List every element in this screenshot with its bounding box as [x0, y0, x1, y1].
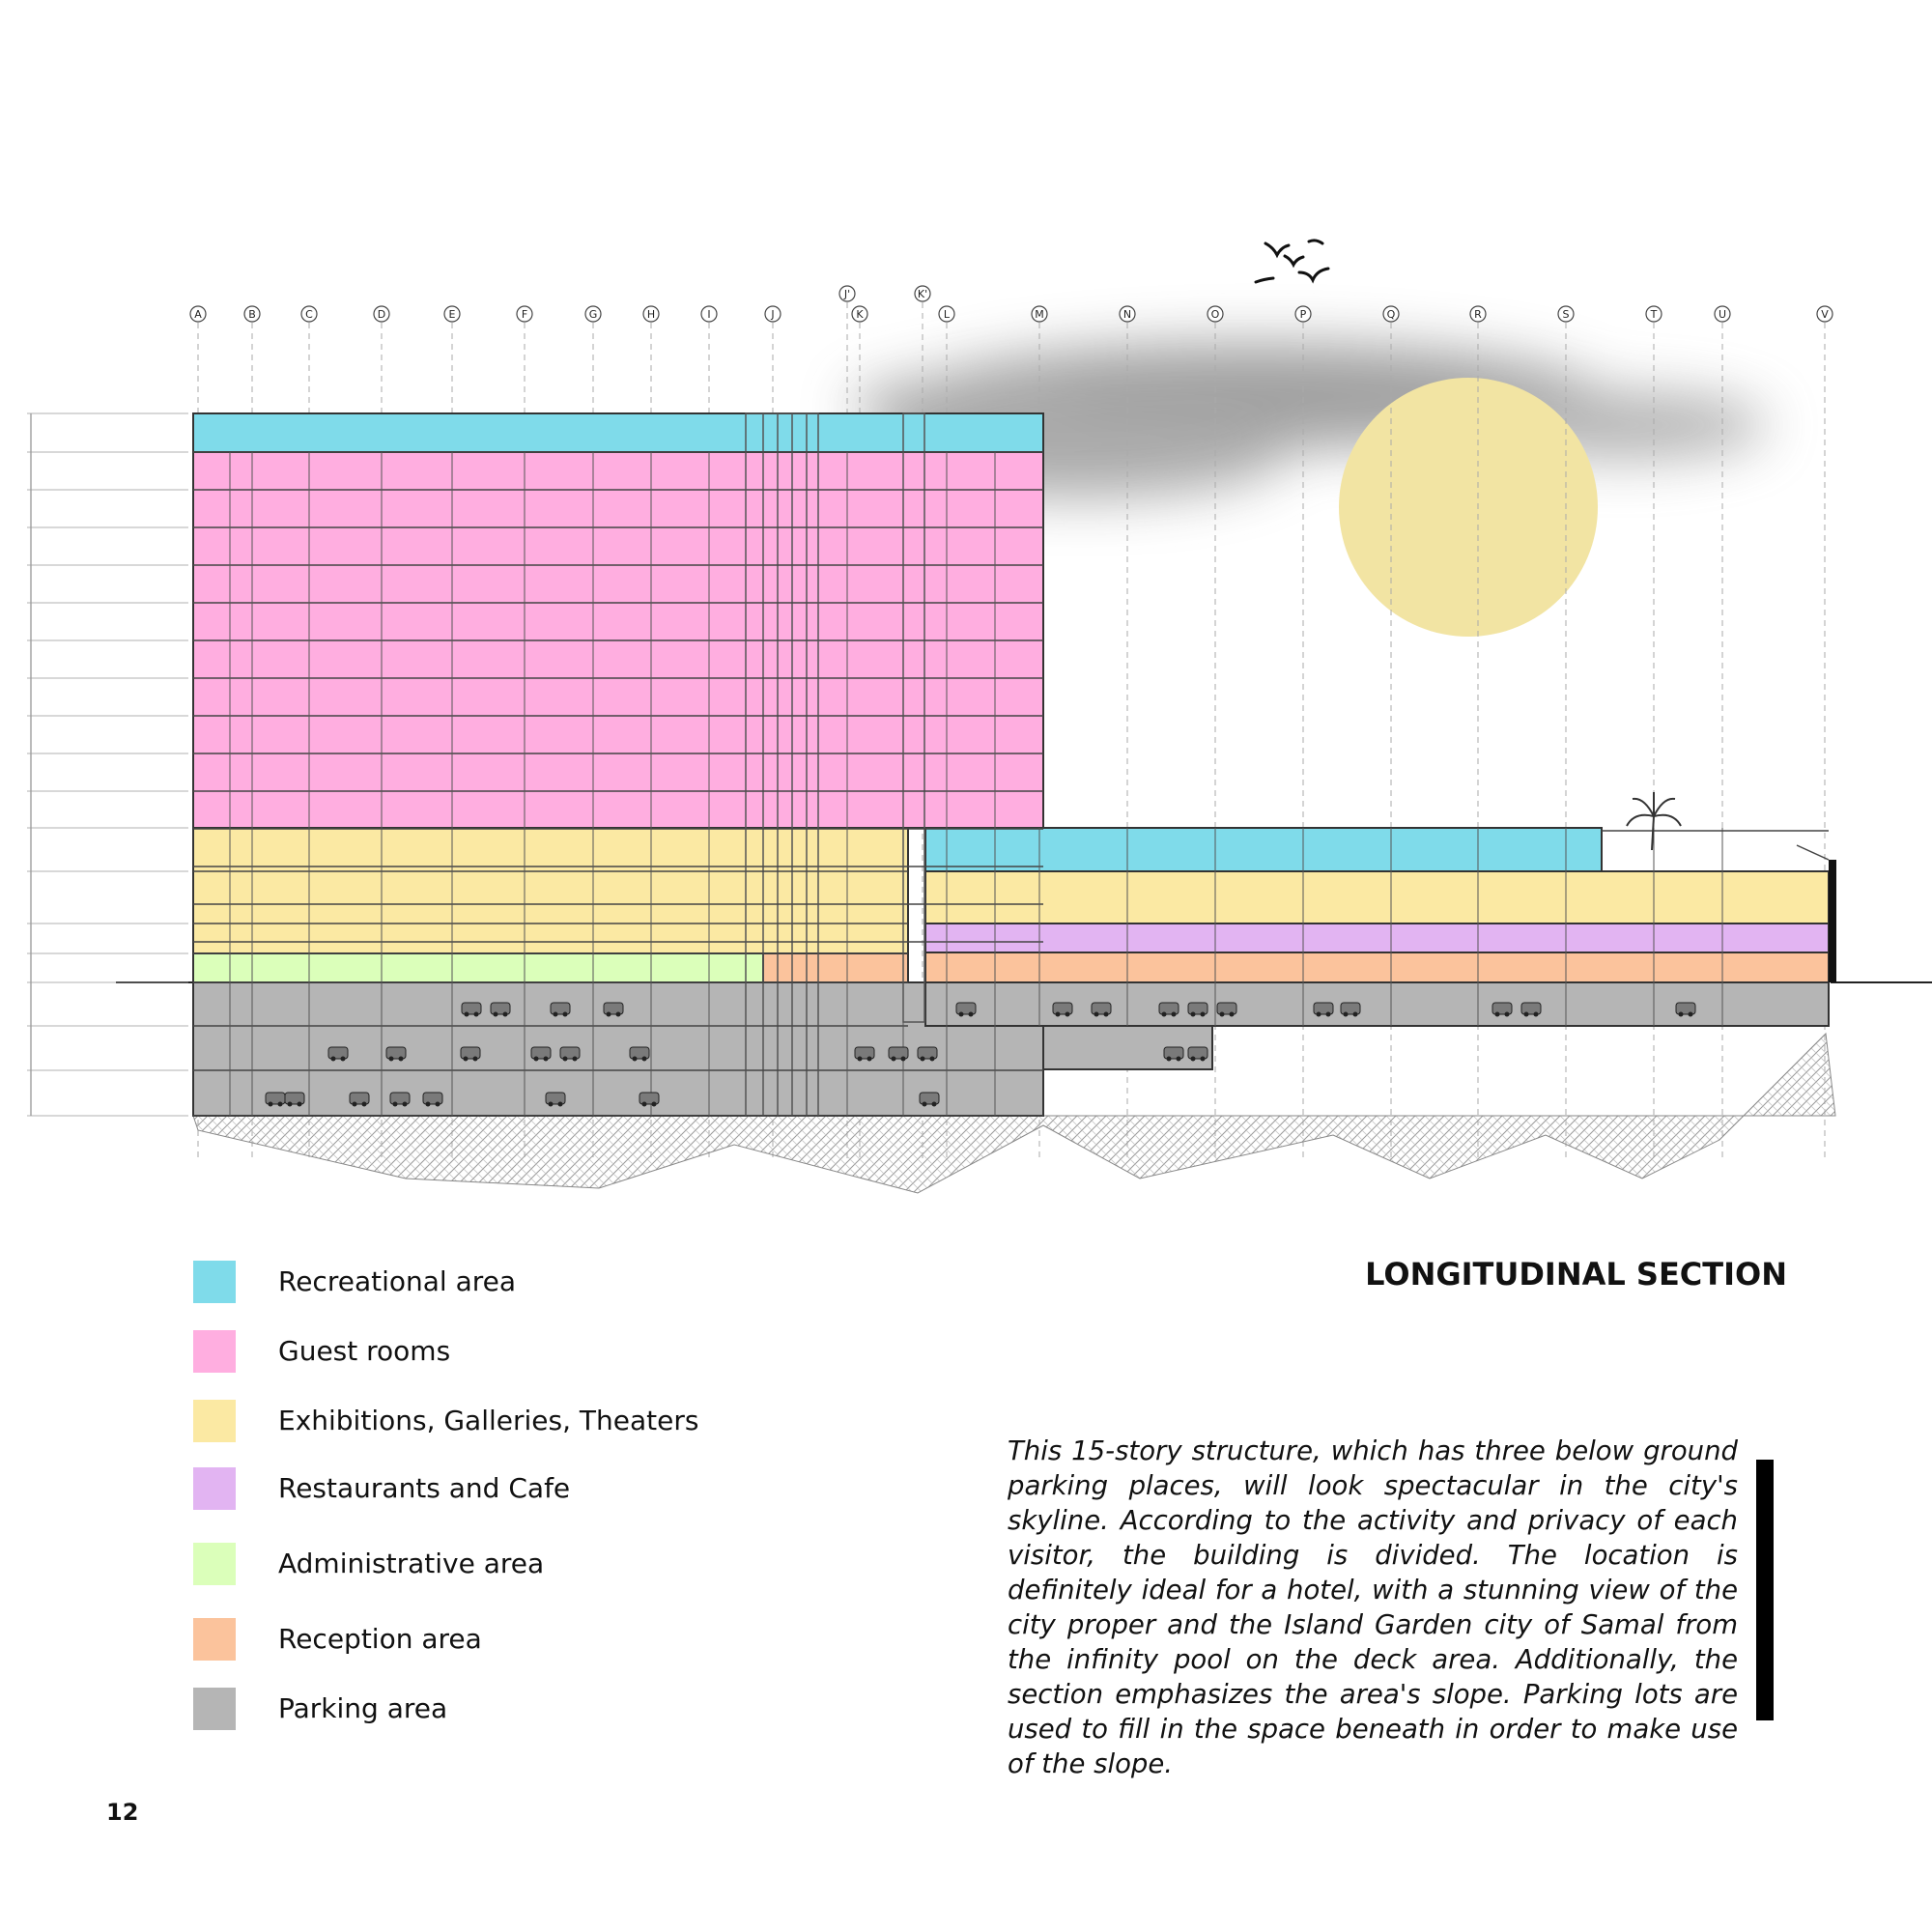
car-wheel	[1201, 1057, 1206, 1062]
legend-item-exhibitions	[193, 1400, 869, 1442]
recreational-swatch-icon	[193, 1261, 236, 1303]
car-body	[551, 1003, 570, 1014]
sun	[1339, 378, 1598, 637]
grid-label: D	[377, 308, 386, 321]
section-title: LONGITUDINAL SECTION	[1365, 1256, 1787, 1293]
legend-label: Exhibitions, Galleries, Theaters	[278, 1405, 699, 1436]
car-icon	[531, 1047, 551, 1062]
car-icon	[1053, 1003, 1072, 1017]
car-wheel	[298, 1102, 302, 1107]
car-body	[604, 1003, 623, 1014]
legend-item-reception	[193, 1618, 869, 1661]
car-wheel	[393, 1102, 398, 1107]
grid-label: T	[1650, 308, 1658, 321]
car-wheel	[494, 1012, 498, 1017]
car-wheel	[465, 1012, 469, 1017]
tower-administrative	[193, 953, 763, 982]
grid-label: F	[521, 308, 528, 321]
car-body	[1492, 1003, 1512, 1014]
tower-reception	[763, 953, 908, 982]
car-body	[1188, 1003, 1208, 1014]
car-wheel	[549, 1102, 554, 1107]
car-body	[889, 1047, 908, 1059]
legend-item-parking	[193, 1688, 869, 1730]
car-icon	[560, 1047, 580, 1062]
grid-label: B	[248, 308, 256, 321]
car-body	[560, 1047, 580, 1059]
car-icon	[1676, 1003, 1695, 1017]
page-number: 12	[106, 1799, 139, 1826]
car-body	[1314, 1003, 1333, 1014]
car-wheel	[1177, 1057, 1181, 1062]
car-wheel	[1191, 1012, 1196, 1017]
legend-label: Guest rooms	[278, 1335, 451, 1367]
grid-label: Q	[1386, 308, 1396, 321]
car-wheel	[959, 1012, 964, 1017]
car-body	[546, 1093, 565, 1104]
car-body	[1092, 1003, 1111, 1014]
car-wheel	[1353, 1012, 1358, 1017]
car-icon	[350, 1093, 369, 1107]
grid-label: C	[305, 308, 313, 321]
car-wheel	[563, 1057, 568, 1062]
car-icon	[1314, 1003, 1333, 1017]
car-wheel	[1162, 1012, 1167, 1017]
car-body	[1217, 1003, 1236, 1014]
car-wheel	[1689, 1012, 1693, 1017]
car-wheel	[288, 1102, 293, 1107]
grid-label: S	[1562, 308, 1570, 321]
car-wheel	[607, 1012, 611, 1017]
car-wheel	[362, 1102, 367, 1107]
legend-label: Reception area	[278, 1623, 482, 1655]
car-icon	[956, 1003, 976, 1017]
car-body	[630, 1047, 649, 1059]
car-body	[1676, 1003, 1695, 1014]
restaurants-swatch-icon	[193, 1467, 236, 1510]
car-icon	[630, 1047, 649, 1062]
car-body	[461, 1047, 480, 1059]
car-body	[1053, 1003, 1072, 1014]
podium-reception	[925, 952, 1829, 982]
deck-edge	[1797, 845, 1829, 860]
car-wheel	[341, 1057, 346, 1062]
car-body	[531, 1047, 551, 1059]
car-body	[1159, 1003, 1179, 1014]
car-body	[386, 1047, 406, 1059]
car-wheel	[642, 1057, 647, 1062]
car-wheel	[353, 1102, 357, 1107]
car-wheel	[544, 1057, 549, 1062]
car-wheel	[331, 1057, 336, 1062]
car-icon	[1188, 1047, 1208, 1062]
grid-label: M	[1035, 308, 1044, 321]
car-body	[1164, 1047, 1183, 1059]
car-body	[285, 1093, 304, 1104]
grid-label: N	[1122, 308, 1132, 321]
car-wheel	[652, 1102, 657, 1107]
grid-label: R	[1474, 308, 1482, 321]
accent-bar	[1756, 1460, 1774, 1720]
car-icon	[1492, 1003, 1512, 1017]
grid-label: H	[646, 308, 656, 321]
car-icon	[546, 1093, 565, 1107]
car-wheel	[558, 1102, 563, 1107]
car-icon	[551, 1003, 570, 1017]
car-wheel	[892, 1057, 896, 1062]
administrative-swatch-icon	[193, 1543, 236, 1585]
podium-parking-lower	[1043, 1026, 1212, 1069]
reception-swatch-icon	[193, 1618, 236, 1661]
level-ruler	[27, 413, 188, 1116]
car-icon	[1092, 1003, 1111, 1017]
car-icon	[639, 1093, 659, 1107]
birds	[1256, 241, 1328, 282]
legend-label: Parking area	[278, 1692, 448, 1724]
car-body	[350, 1093, 369, 1104]
car-wheel	[399, 1057, 404, 1062]
car-wheel	[1056, 1012, 1061, 1017]
podium-exhibitions	[925, 871, 1829, 923]
car-icon	[889, 1047, 908, 1062]
podium-end-wall	[1829, 860, 1836, 982]
car-body	[956, 1003, 976, 1014]
car-wheel	[969, 1012, 974, 1017]
car-wheel	[923, 1102, 927, 1107]
car-body	[1521, 1003, 1541, 1014]
car-wheel	[534, 1057, 539, 1062]
car-wheel	[278, 1102, 283, 1107]
car-wheel	[858, 1057, 863, 1062]
car-body	[918, 1047, 937, 1059]
car-wheel	[1220, 1012, 1225, 1017]
car-body	[328, 1047, 348, 1059]
car-wheel	[1230, 1012, 1235, 1017]
grid-label: I	[707, 308, 711, 321]
grid-label: O	[1210, 308, 1220, 321]
tower-exhibitions	[193, 828, 908, 953]
car-icon	[1164, 1047, 1183, 1062]
car-icon	[423, 1093, 442, 1107]
exhibitions-swatch-icon	[193, 1400, 236, 1442]
grid-label: V	[1821, 308, 1829, 321]
grid-label: A	[194, 308, 202, 321]
grid-label: P	[1299, 308, 1307, 321]
car-wheel	[1191, 1057, 1196, 1062]
tower-recreational-roof	[193, 413, 1043, 452]
car-wheel	[1094, 1012, 1099, 1017]
car-icon	[491, 1003, 510, 1017]
car-icon	[462, 1003, 481, 1017]
car-icon	[1159, 1003, 1179, 1017]
car-wheel	[1172, 1012, 1177, 1017]
car-icon	[328, 1047, 348, 1062]
car-icon	[461, 1047, 480, 1062]
grid-label: L	[943, 308, 951, 321]
car-wheel	[930, 1057, 935, 1062]
car-icon	[918, 1047, 937, 1062]
legend-item-administrative	[193, 1543, 869, 1585]
legend-label: Restaurants and Cafe	[278, 1472, 571, 1504]
legend-item-recreational	[193, 1261, 869, 1303]
car-wheel	[1326, 1012, 1331, 1017]
car-wheel	[1104, 1012, 1109, 1017]
car-wheel	[1679, 1012, 1684, 1017]
car-wheel	[573, 1057, 578, 1062]
car-wheel	[436, 1102, 440, 1107]
car-wheel	[633, 1057, 638, 1062]
podium-restaurants	[925, 923, 1829, 952]
parking-swatch-icon	[193, 1688, 236, 1730]
car-wheel	[554, 1012, 558, 1017]
grid-label: J	[771, 308, 775, 321]
car-icon	[386, 1047, 406, 1062]
car-wheel	[1065, 1012, 1070, 1017]
car-wheel	[1317, 1012, 1321, 1017]
car-wheel	[389, 1057, 394, 1062]
car-wheel	[1524, 1012, 1529, 1017]
grid-label: K'	[917, 288, 928, 300]
car-wheel	[403, 1102, 408, 1107]
legend-item-guest-rooms	[193, 1330, 869, 1373]
grid-label: G	[588, 308, 598, 321]
car-body	[462, 1003, 481, 1014]
car-body	[639, 1093, 659, 1104]
car-body	[920, 1093, 939, 1104]
car-icon	[266, 1093, 285, 1107]
description-text: This 15-story structure, which has three below ground parking places, will look spectacular in the city's skyline. According to the activity and privacy of each visitor, the building is divided. The location is definitely ideal for a hotel, with a stunning view of the city proper and the Island Garden city of Samal from the infinity pool on the deck area. Additionally, the section emphasizes the area's slope. Parking lots are used to fill in the space beneath in order to make use of the slope.	[1008, 1435, 1738, 1779]
legend-label: Recreational area	[278, 1265, 517, 1297]
grid-label: E	[448, 308, 456, 321]
car-wheel	[932, 1102, 937, 1107]
car-wheel	[867, 1057, 872, 1062]
car-wheel	[1344, 1012, 1349, 1017]
car-wheel	[269, 1102, 273, 1107]
car-wheel	[616, 1012, 621, 1017]
car-wheel	[474, 1012, 479, 1017]
legend	[193, 1261, 869, 1763]
car-icon	[855, 1047, 874, 1062]
car-wheel	[1167, 1057, 1172, 1062]
car-icon	[285, 1093, 304, 1107]
car-body	[491, 1003, 510, 1014]
car-wheel	[563, 1012, 568, 1017]
car-body	[266, 1093, 285, 1104]
car-body	[1341, 1003, 1360, 1014]
car-icon	[1521, 1003, 1541, 1017]
car-body	[390, 1093, 410, 1104]
car-wheel	[1505, 1012, 1510, 1017]
car-icon	[1341, 1003, 1360, 1017]
car-body	[1188, 1047, 1208, 1059]
car-wheel	[503, 1012, 508, 1017]
car-wheel	[473, 1057, 478, 1062]
car-icon	[604, 1003, 623, 1017]
car-icon	[920, 1093, 939, 1107]
grid-label: U	[1718, 308, 1727, 321]
car-wheel	[426, 1102, 431, 1107]
car-body	[855, 1047, 874, 1059]
car-icon	[1217, 1003, 1236, 1017]
car-wheel	[1495, 1012, 1500, 1017]
podium-recreational-deck	[925, 828, 1602, 871]
guest-rooms-swatch-icon	[193, 1330, 236, 1373]
car-wheel	[642, 1102, 647, 1107]
car-icon	[390, 1093, 410, 1107]
legend-item-restaurants	[193, 1467, 869, 1510]
legend-label: Administrative area	[278, 1548, 545, 1579]
grid-label: K	[856, 308, 864, 321]
car-wheel	[921, 1057, 925, 1062]
car-wheel	[901, 1057, 906, 1062]
car-body	[423, 1093, 442, 1104]
car-wheel	[464, 1057, 469, 1062]
car-icon	[1188, 1003, 1208, 1017]
car-wheel	[1534, 1012, 1539, 1017]
car-wheel	[1201, 1012, 1206, 1017]
grid-label: J'	[843, 288, 851, 300]
